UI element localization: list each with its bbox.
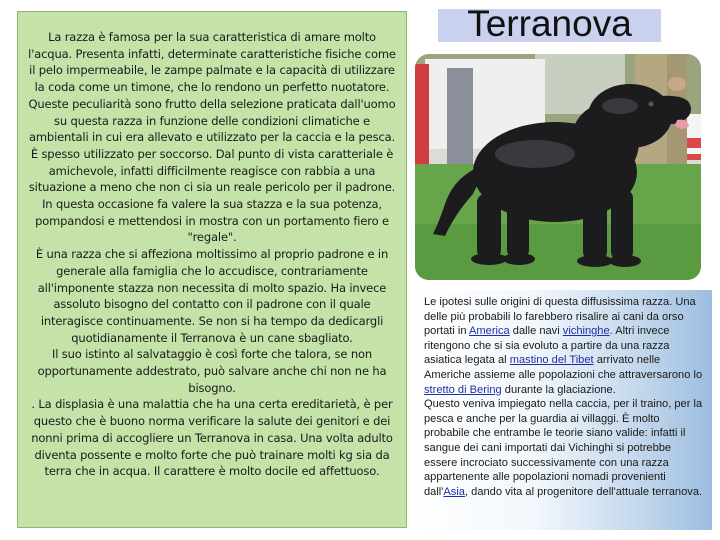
right-text-segment: , dando vita al progenitore dell'attuale terranova. xyxy=(464,485,703,498)
left-text-panel xyxy=(17,11,407,528)
link-stretto-di-bering[interactable]: stretto di Bering xyxy=(424,383,502,396)
link-asia[interactable]: Asia xyxy=(443,485,465,498)
right-paragraph xyxy=(424,295,706,499)
title-box xyxy=(438,9,661,42)
right-text-segment: durante la glaciazione. Questo veniva impiegato nella caccia, per il traino, per la pesca e anche per la guardia ai villaggi. È molto probabile che entrambe le teorie siano valide: infatti il sangue dei cani importati dai Vichinghi si potrebbe essere incrociato successivamente con una razza appartenente alle popolazioni nomadi provenienti dall' xyxy=(424,383,703,498)
right-text-segment: dalle navi xyxy=(509,325,563,338)
link-america[interactable]: America xyxy=(469,325,510,338)
dog-photo xyxy=(415,54,701,280)
right-text-segment: . Altri invece ritengono che si sia evoluto a partire da una razza asiatica legata al xyxy=(424,325,670,367)
link-mastino-del-tibet[interactable]: mastino del Tibet xyxy=(509,354,594,367)
link-vichinghe[interactable]: vichinghe xyxy=(562,325,610,338)
right-text-panel xyxy=(416,290,712,530)
right-text-segment: arrivato nelle Americhe assieme alle popolazioni che attraversarono lo xyxy=(424,354,703,381)
right-text-segment: Le ipotesi sulle origini di questa diffusissima razza. Una delle più probabili lo farebbero risalire ai cani da orso portati in xyxy=(424,296,696,338)
left-paragraph: La razza è famosa per la sua caratteristica di amare molto l'acqua. Presenta infatti, determinate caratteristiche fisiche come il pelo impermeabile, le zampe palmate e la capacità di utilizzare la coda come un timone, che lo rendono un perfetto nuotatore. Queste peculiarità sono frutto della selezione praticata dall'uomo su questa razza in funzione delle condizioni climatiche e ambientali in cui era allevato e utilizzato per la caccia e la pesca. È spesso utilizzato per soccorso. Dal punto di vista caratteriale è amichevole, infatti difficilmente reagisce con rabbia a una situazione a meno che non ci sia un reale pericolo per il padrone. In questa occasione fa valere la sua stazza e la sua potenza, pompandosi e mettendosi in mostra con un portamento fiero e "regale". È una razza che si affeziona moltissimo al proprio padrone e in generale alla famiglia che lo accudisce, contrariamente all'imponente stazza non necessita di molto spazio. Ha invece assoluto bisogno del contatto con il padrone con il quale interagisce continuamente. Se non si ha tempo da dedicargli quotidianamente il Terranova è un cane sbagliato. Il suo istinto al salvataggio è così forte che talora, se non opportunamente addestrato, può salvare anche chi non ne ha bisogno. . La displasia è una malattia che ha una certa ereditarietà, è per questo che è buono norma verificare la salute dei genitori e dei nonni prima di accogliere un Terranova in casa. Una volta adulto diventa possente e molto forte che può trainare molti kg sia da terra che in acqua. Il carattere è molto docile ed affettuoso. xyxy=(28,30,396,479)
page-title: Terranova xyxy=(467,9,632,42)
